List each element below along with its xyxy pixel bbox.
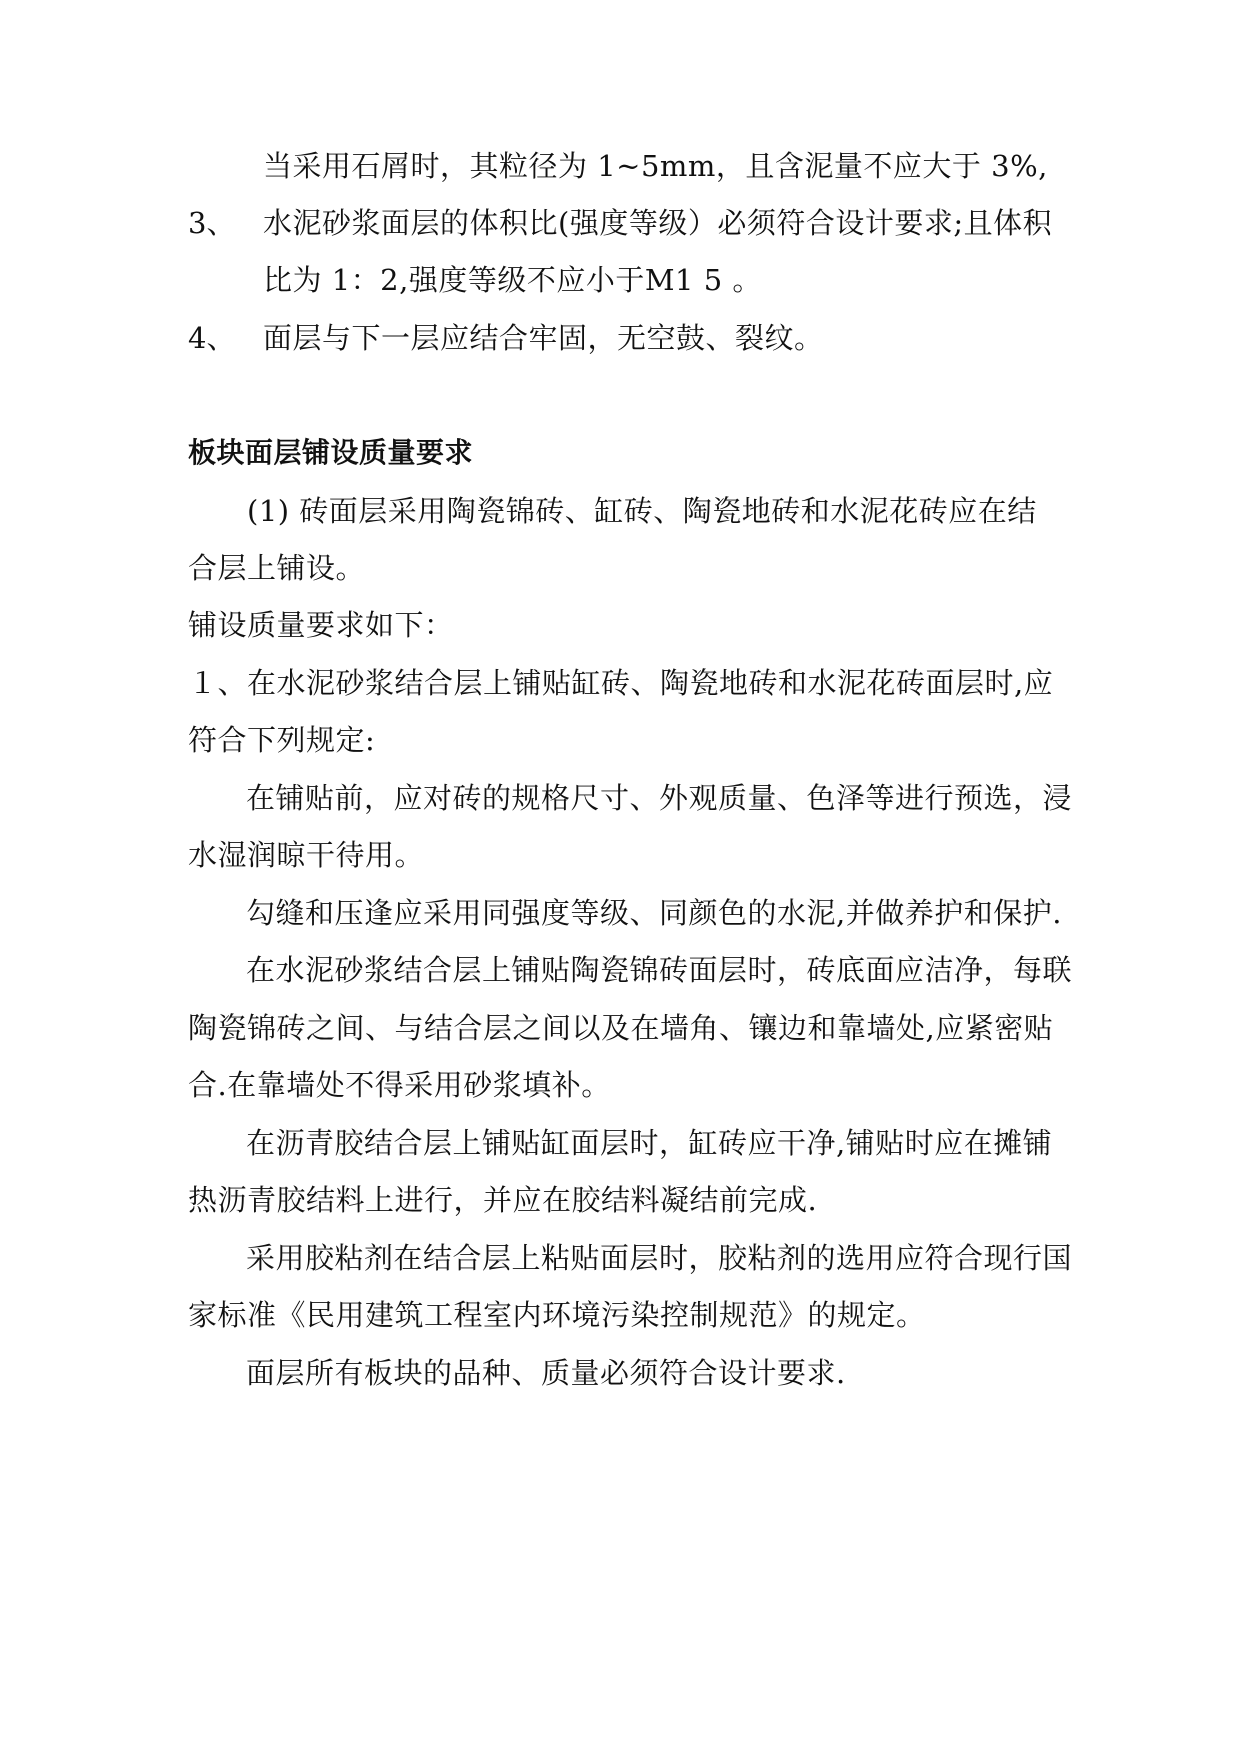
text-line: 铺设质量要求如下： xyxy=(188,608,454,642)
text-line: 合.在靠墙处不得采用砂浆填补。 xyxy=(188,1068,611,1102)
section-heading: 板块面层铺设质量要求 xyxy=(188,436,474,469)
text-line: １、在水泥砂浆结合层上铺贴缸砖、陶瓷地砖和水泥花砖面层时,应 xyxy=(188,666,1054,700)
text-line: 陶瓷锦砖之间、与结合层之间以及在墙角、镶边和靠墙处,应紧密贴 xyxy=(188,1011,1054,1045)
text-line: 合层上铺设。 xyxy=(188,551,366,585)
text-line: 家标准《民用建筑工程室内环境污染控制规范》的规定。 xyxy=(188,1298,926,1332)
text-line: 勾缝和压逢应采用同强度等级、同颜色的水泥,并做养护和保护. xyxy=(246,896,1062,930)
text-line: 在铺贴前，应对砖的规格尺寸、外观质量、色泽等进行预选，浸 xyxy=(246,781,1073,815)
text-line: 比为 1：2,强度等级不应小于M1 5 。 xyxy=(263,263,762,297)
text-line: 在沥青胶结合层上铺贴缸面层时，缸砖应干净,铺贴时应在摊铺 xyxy=(246,1126,1053,1160)
list-number: 4、 xyxy=(188,321,236,355)
text-line: 符合下列规定: xyxy=(188,723,376,757)
text-line: 水泥砂浆面层的体积比(强度等级）必须符合设计要求;且体积 xyxy=(263,206,1053,240)
list-number: 3、 xyxy=(188,206,236,240)
text-line: 采用胶粘剂在结合层上粘贴面层时，胶粘剂的选用应符合现行国 xyxy=(246,1241,1073,1275)
text-line: 面层所有板块的品种、质量必须符合设计要求. xyxy=(246,1356,846,1390)
text-line: 面层与下一层应结合牢固，无空鼓、裂纹。 xyxy=(263,321,824,355)
text-line: 在水泥砂浆结合层上铺贴陶瓷锦砖面层时，砖底面应洁净，每联 xyxy=(246,953,1073,987)
text-line: 水湿润晾干待用。 xyxy=(188,838,425,872)
text-line: 热沥青胶结料上进行，并应在胶结料凝结前完成. xyxy=(188,1183,818,1217)
text-line: 当采用石屑时，其粒径为 1~5mm，且含泥量不应大于 3%, xyxy=(263,149,1048,183)
text-line: (1) 砖面层采用陶瓷锦砖、缸砖、陶瓷地砖和水泥花砖应在结 xyxy=(247,494,1037,528)
